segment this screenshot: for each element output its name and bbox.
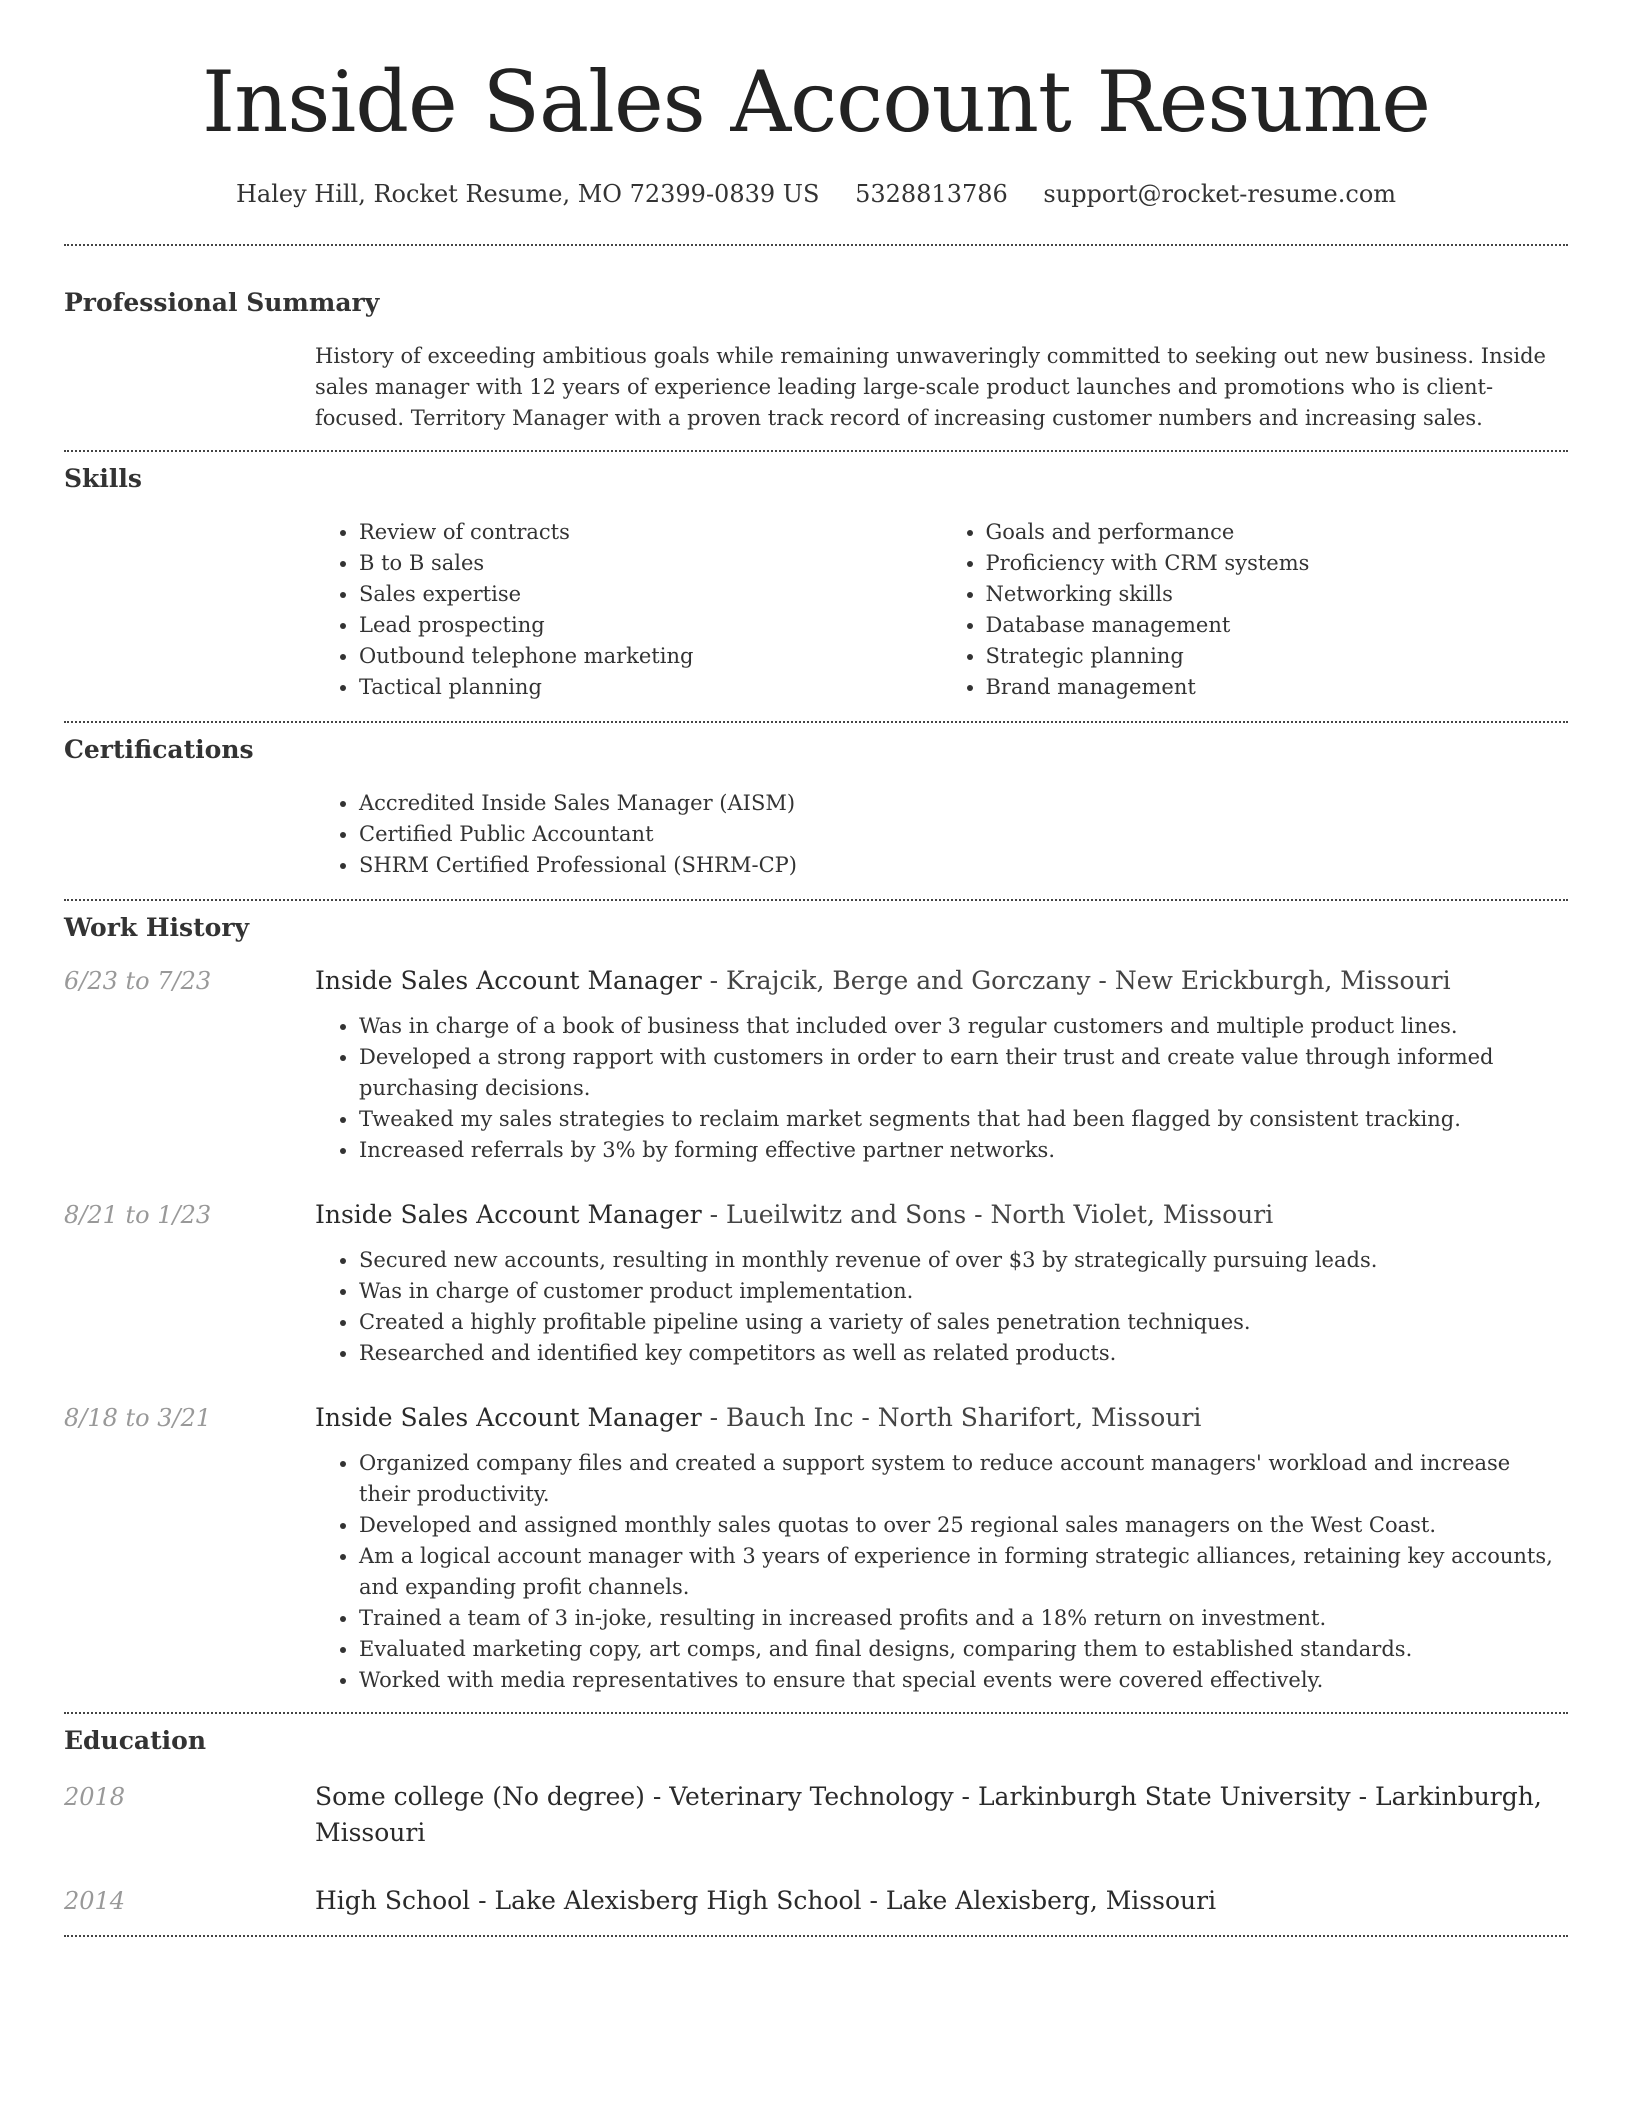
job-company: - Krajcik, Berge and Gorczany - New Erickburgh, Missouri xyxy=(701,966,1451,995)
job-dates: 8/18 to 3/21 xyxy=(64,1404,212,1432)
job-company: - Lueilwitz and Sons - North Violet, Missouri xyxy=(701,1200,1274,1229)
job-title-line xyxy=(315,1200,1273,1229)
education-entry xyxy=(64,1883,1568,1919)
job-title: Inside Sales Account Manager xyxy=(315,966,702,995)
contact-phone: 5328813786 xyxy=(855,180,1008,208)
job-bullet-list xyxy=(315,1011,1568,1166)
list-item: • SHRM Certified Professional (SHRM-CP) xyxy=(359,850,1568,881)
list-item: • Secured new accounts, resulting in monthly revenue of over $3 by strategically pursuing leads. xyxy=(359,1245,1568,1276)
section-title-education: Education xyxy=(64,1726,207,1755)
divider xyxy=(64,1712,1568,1714)
divider xyxy=(64,244,1568,246)
section-title-certifications: Certifications xyxy=(64,735,254,764)
list-item: • Tactical planning xyxy=(359,672,942,703)
contact-address: Haley Hill, Rocket Resume, MO 72399-0839 US xyxy=(235,180,820,208)
list-item: • Review of contracts xyxy=(359,517,942,548)
job-dates: 8/21 to 1/23 xyxy=(64,1201,212,1229)
list-item: • Certified Public Accountant xyxy=(359,819,1568,850)
education-entry xyxy=(64,1779,1568,1851)
job-entry xyxy=(64,966,1568,1166)
summary-text: History of exceeding ambitious goals while remaining unwaveringly committed to seeking out new business. Inside sales manager with 12 years of experience leading large-scale product launches and promotions who is client-focused. Territory Manager with a proven track record of increasing customer numbers and increasing sales. xyxy=(315,344,1546,430)
resume-page xyxy=(64,0,1568,1937)
certifications-list xyxy=(315,788,1568,881)
list-item: • Evaluated marketing copy, art comps, and final designs, comparing them to established standards. xyxy=(359,1634,1568,1665)
job-bullets xyxy=(315,1245,1568,1369)
divider xyxy=(64,1935,1568,1937)
job-bullet-list xyxy=(315,1245,1568,1369)
list-item: • Am a logical account manager with 3 years of experience in forming strategic alliances, retaining key accounts, and expanding profit channels. xyxy=(359,1541,1568,1603)
job-entry xyxy=(64,1403,1568,1696)
resume-title: Inside Sales Account Resume xyxy=(202,53,1430,151)
skills-columns xyxy=(315,517,1568,703)
job-title: Inside Sales Account Manager xyxy=(315,1403,702,1432)
job-title-line xyxy=(315,966,1451,995)
list-item: • Increased referrals by 3% by forming effective partner networks. xyxy=(359,1135,1568,1166)
divider xyxy=(64,721,1568,723)
list-item: • Goals and performance xyxy=(986,517,1569,548)
list-item: • Brand management xyxy=(986,672,1569,703)
list-item: • Was in charge of a book of business that included over 3 regular customers and multiple product lines. xyxy=(359,1011,1568,1042)
list-item: • Accredited Inside Sales Manager (AISM) xyxy=(359,788,1568,819)
section-title-summary: Professional Summary xyxy=(64,288,380,317)
section-title-work-history: Work History xyxy=(64,913,250,942)
list-item: • Was in charge of customer product implementation. xyxy=(359,1276,1568,1307)
job-header xyxy=(64,966,1568,995)
list-item: • Strategic planning xyxy=(986,641,1569,672)
list-item: • Networking skills xyxy=(986,579,1569,610)
contact-line xyxy=(64,180,1568,208)
education-year: 2014 xyxy=(64,1887,126,1915)
list-item: • B to B sales xyxy=(359,548,942,579)
job-bullets xyxy=(315,1011,1568,1166)
section-title-skills: Skills xyxy=(64,464,142,493)
job-dates: 6/23 to 7/23 xyxy=(64,967,212,995)
job-bullet-list xyxy=(315,1448,1568,1696)
list-item: • Outbound telephone marketing xyxy=(359,641,942,672)
list-item: • Database management xyxy=(986,610,1569,641)
list-item: • Tweaked my sales strategies to reclaim market segments that had been flagged by consistent tracking. xyxy=(359,1104,1568,1135)
skills-list-right xyxy=(942,517,1569,703)
job-entry xyxy=(64,1200,1568,1369)
list-item: • Developed a strong rapport with customers in order to earn their trust and create value through informed purchasing decisions. xyxy=(359,1042,1568,1104)
job-header xyxy=(64,1403,1568,1432)
list-item: • Sales expertise xyxy=(359,579,942,610)
job-company: - Bauch Inc - North Sharifort, Missouri xyxy=(701,1403,1202,1432)
list-item: • Proficiency with CRM systems xyxy=(986,548,1569,579)
skills-list-left xyxy=(315,517,942,703)
education-year: 2018 xyxy=(64,1783,126,1811)
job-header xyxy=(64,1200,1568,1229)
list-item: • Trained a team of 3 in-joke, resulting in increased profits and a 18% return on investment. xyxy=(359,1603,1568,1634)
list-item: • Researched and identified key competitors as well as related products. xyxy=(359,1338,1568,1369)
divider xyxy=(64,899,1568,901)
list-item: • Developed and assigned monthly sales quotas to over 25 regional sales managers on the West Coast. xyxy=(359,1510,1568,1541)
job-title: Inside Sales Account Manager xyxy=(315,1200,702,1229)
education-text: High School - Lake Alexisberg High School - Lake Alexisberg, Missouri xyxy=(315,1886,1217,1915)
job-bullets xyxy=(315,1448,1568,1696)
list-item: • Organized company files and created a support system to reduce account managers' workload and increase their productivity. xyxy=(359,1448,1568,1510)
list-item: • Lead prospecting xyxy=(359,610,942,641)
job-title-line xyxy=(315,1403,1201,1432)
divider xyxy=(64,450,1568,452)
list-item: • Worked with media representatives to ensure that special events were covered effectively. xyxy=(359,1665,1568,1696)
contact-email: support@rocket-resume.com xyxy=(1043,180,1397,208)
certifications-block xyxy=(315,788,1568,881)
education-text: Some college (No degree) - Veterinary Technology - Larkinburgh State University - Larkinburgh, Missouri xyxy=(315,1782,1542,1847)
list-item: • Created a highly profitable pipeline using a variety of sales penetration techniques. xyxy=(359,1307,1568,1338)
